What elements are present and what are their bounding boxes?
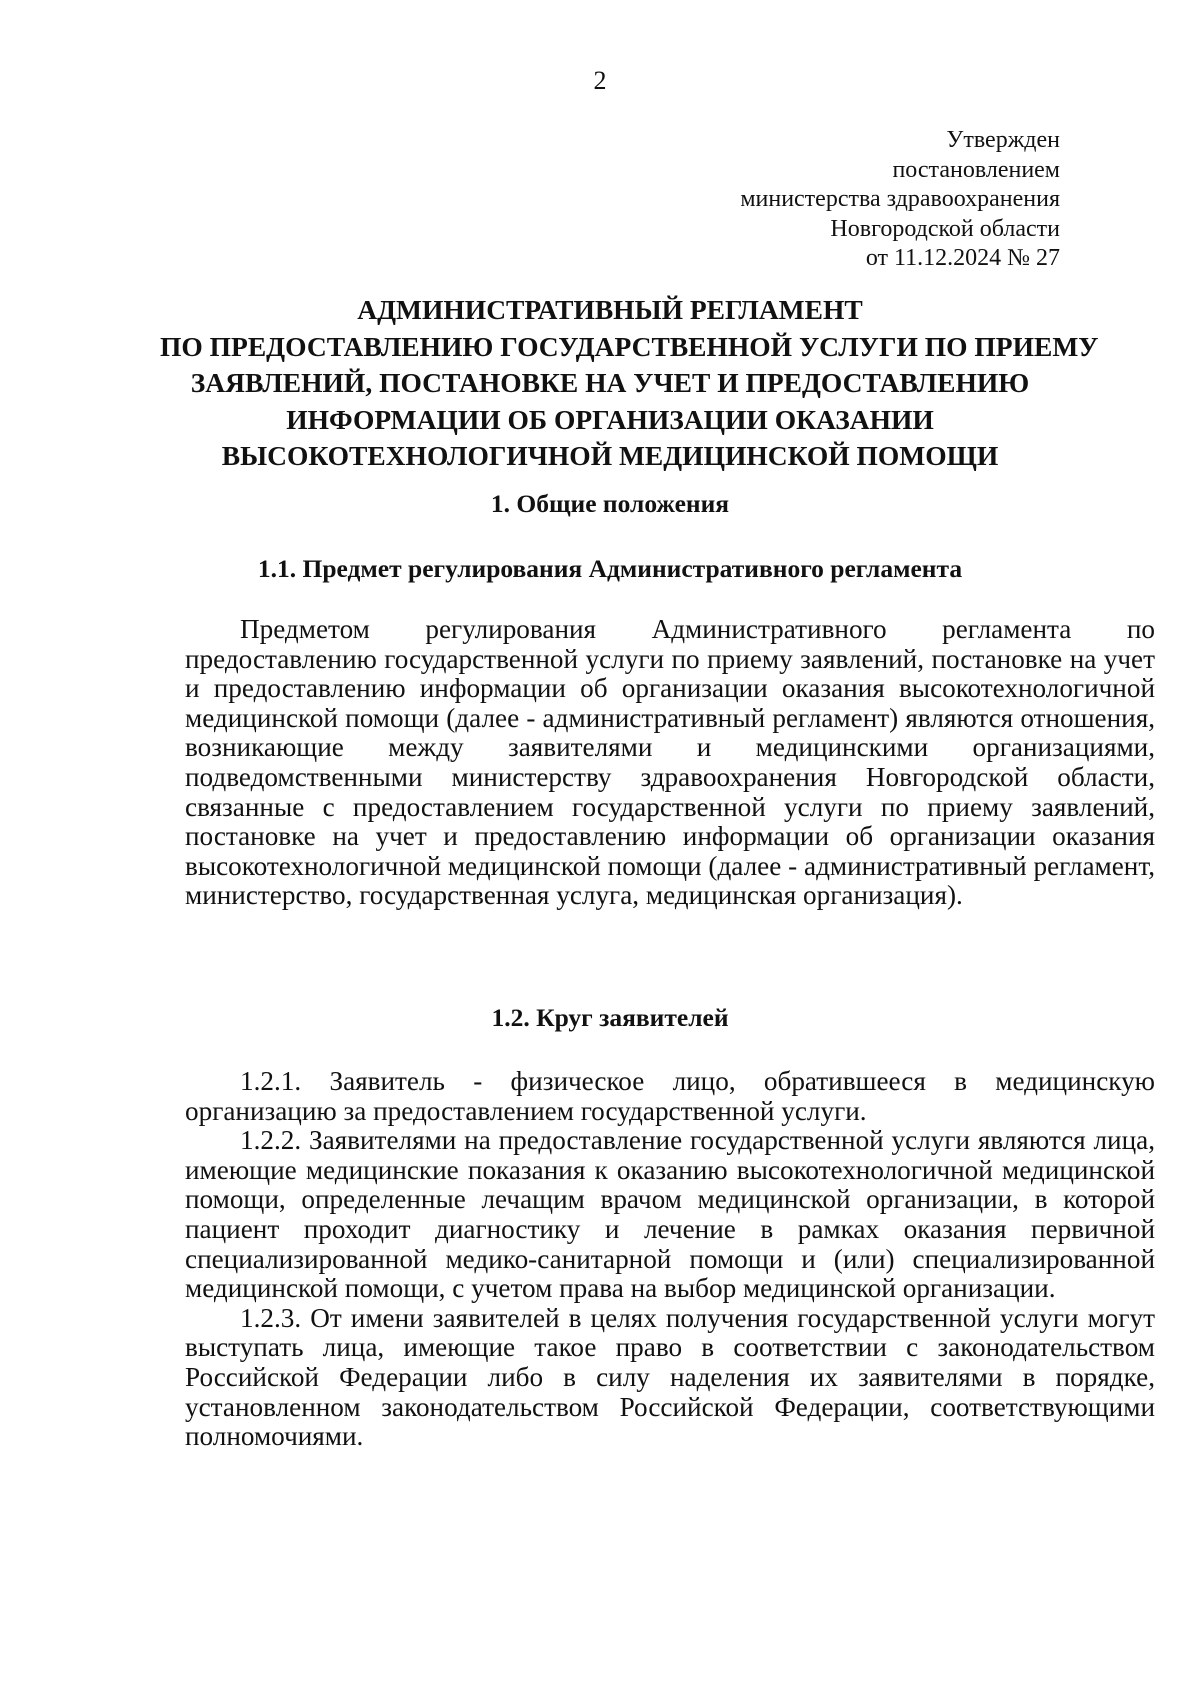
approval-line-approved: Утвержден xyxy=(946,127,1060,153)
page-number: 2 xyxy=(593,66,607,95)
approval-line-ministry: министерства здравоохранения xyxy=(740,186,1060,212)
approval-line-date-number: от 11.12.2024 № 27 xyxy=(865,245,1060,271)
paragraph-1-2-3: 1.2.3. От имени заявителей в целях получения государственной услуги могут выступать лица, имеющие такое право в соответствии с законодательством Российской Федерации либо в силу наделения их заявителями в порядке, установленном законодательством Российской Федерации, соответствующими полномочиями. xyxy=(185,1302,1155,1452)
document-title xyxy=(160,292,1099,475)
paragraph-1-2-2: 1.2.2. Заявителями на предоставление государственной услуги являются лица, имеющие медицинские показания к оказанию высокотехнологичной медицинской помощи, определенные лечащим врачом медицинской организации, в которой пациент проходит диагностику и лечение в рамках оказания первичной специализированной медико-санитарной помощи и (или) специализированной медицинской помощи, с учетом права на выбор медицинской организации. xyxy=(185,1125,1155,1304)
subsection-applicants-body xyxy=(185,1067,1155,1452)
section-heading-general-provisions: 1. Общие положения xyxy=(490,489,730,518)
subsection-subject-body xyxy=(185,615,1155,911)
title-line-2: ПО ПРЕДОСТАВЛЕНИЮ ГОСУДАРСТВЕННОЙ УСЛУГИ ПО ПРИЕМУ xyxy=(160,330,1099,362)
subsection-heading-applicants: 1.2. Круг заявителей xyxy=(491,1003,729,1032)
title-line-5: ВЫСОКОТЕХНОЛОГИЧНОЙ МЕДИЦИНСКОЙ ПОМОЩИ xyxy=(221,440,999,471)
paragraph-subject: Предметом регулирования Административного регламента по предоставлению государственной услуги по приему заявлений, постановке на учет и предоставлению информации об организации оказания высокотехнологичной медицинской помощи (далее - административный регламент) являются отношения, возникающие между заявителями и медицинскими организациями, подведомственными министерству здравоохранения Новгородской области, связанные с предоставлением государственной услуги по приему заявлений, постановке на учет и предоставлению информации об организации оказания высокотехнологичной медицинской помощи (далее - административный регламент, министерство, государственная услуга, медицинская организация). xyxy=(185,614,1155,911)
title-line-4: ИНФОРМАЦИИ ОБ ОРГАНИЗАЦИИ ОКАЗАНИИ xyxy=(286,403,934,435)
approval-line-resolution: постановлением xyxy=(892,156,1060,183)
title-line-1: АДМИНИСТРАТИВНЫЙ РЕГЛАМЕНТ xyxy=(357,294,863,325)
title-line-3: ЗАЯВЛЕНИЙ, ПОСТАНОВКЕ НА УЧЕТ И ПРЕДОСТАВЛЕНИЮ xyxy=(190,367,1030,398)
approval-line-region: Новгородской области xyxy=(830,215,1060,242)
approval-stamp-block xyxy=(740,126,1060,274)
subsection-heading-subject: 1.1. Предмет регулирования Административного регламента xyxy=(257,554,963,583)
paragraph-1-2-1: 1.2.1. Заявитель - физическое лицо, обратившееся в медицинскую организацию за предоставлением государственной услуги. xyxy=(185,1066,1155,1126)
